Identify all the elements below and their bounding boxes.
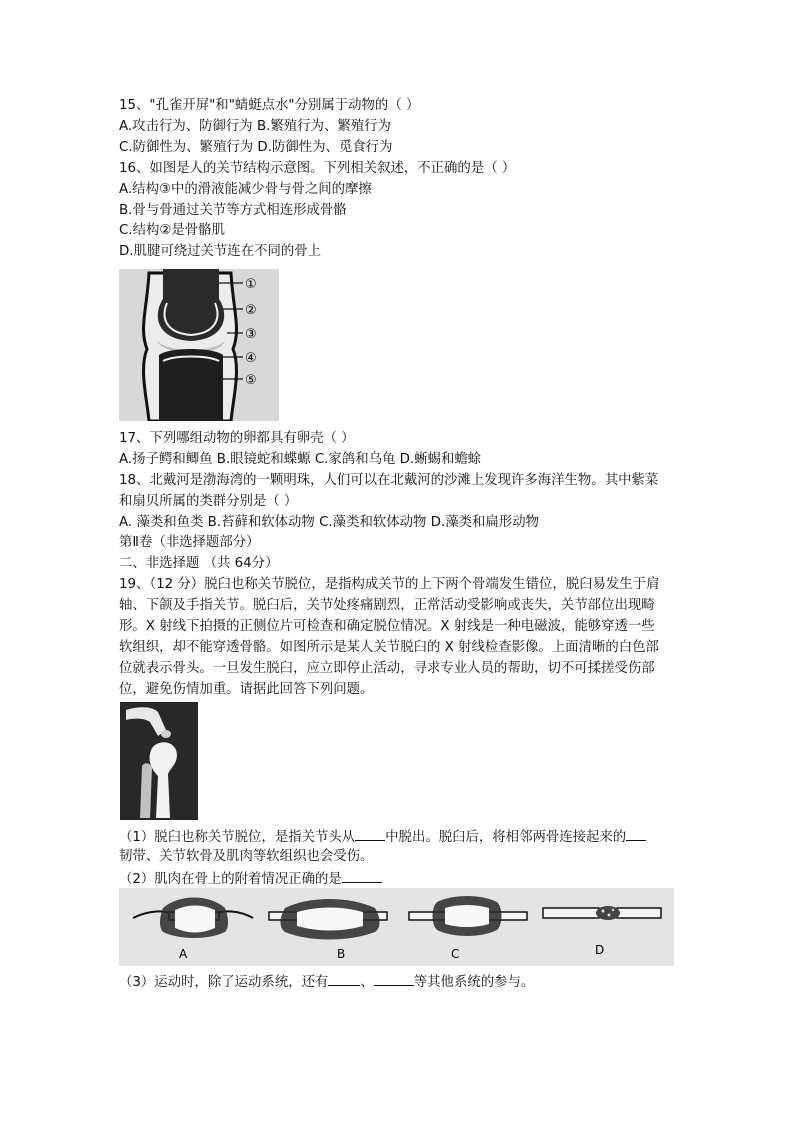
- diagram-label-c: C: [451, 947, 460, 961]
- q15-options-cd: C.防御性为、繁殖行为 D.防御性为、觅食行为: [119, 140, 393, 155]
- q19-sub3-text-b: 等其他系统的参与。: [413, 975, 535, 990]
- q18-stem-line2: 和扇贝所属的类群分别是（ ）: [119, 494, 298, 509]
- joint-label-5: ⑤: [245, 373, 257, 388]
- q19-passage-line2: 轴、下颌及手指关节。脱臼后，关节处疼痛剧烈，正常活动受影响或丧失，关节部位出现畸: [119, 598, 655, 613]
- section-part2-title: 第Ⅱ卷（非选择题部分）: [119, 535, 260, 550]
- q19-sub3-blank2[interactable]: [374, 971, 414, 986]
- q19-passage-line1: 19、（12 分）脱臼也称关节脱位，是指构成关节的上下两个骨端发生错位，脱臼易发生于肩: [119, 577, 660, 592]
- q16-option-b: B.骨与骨通过关节等方式相连形成骨骼: [119, 203, 347, 218]
- q18-stem-line1: 18、北戴河是渤海湾的一颗明珠，人们可以在北戴河的沙滩上发现许多海洋生物。其中紫菜: [119, 473, 659, 488]
- q16-option-c: C.结构②是骨骼肌: [119, 223, 225, 238]
- q15-options-ab: A.攻击行为、防御行为 B.繁殖行为、繁殖行为: [119, 119, 391, 134]
- q17-options: A.扬子鳄和鲫鱼 B.眼镜蛇和蝶螈 C.家鸽和乌龟 D.蜥蜴和蟾蜍: [119, 452, 482, 467]
- q19-sub1-blank1[interactable]: [355, 826, 385, 841]
- q19-sub2-blank[interactable]: [342, 868, 382, 883]
- q19-sub2-text: （2）肌肉在骨上的附着情况正确的是: [119, 872, 342, 887]
- diagram-label-d: D: [595, 943, 605, 957]
- diagram-label-b: B: [337, 947, 346, 961]
- q19-sub3-blank1[interactable]: [328, 971, 360, 986]
- q16-option-a: A.结构③中的滑液能减少骨与骨之间的摩擦: [119, 182, 372, 197]
- joint-structure-figure: [119, 269, 279, 421]
- q19-sub3-line: [119, 971, 534, 993]
- joint-label-2: ②: [245, 303, 257, 318]
- q19-sub3-text-a: （3）运动时，除了运动系统，还有: [119, 975, 329, 990]
- q19-passage-line5: 位就表示骨头。一旦发生脱臼，应立即停止活动，寻求专业人员的帮助，切不可揉搓受伤部: [119, 661, 655, 676]
- q15-stem: 15、"孔雀开屏"和"蜻蜓点水"分别属于动物的（ ）: [119, 98, 420, 113]
- xray-image: [120, 702, 198, 820]
- diagram-label-a: A: [179, 947, 188, 961]
- q19-passage-line4: 软组织，却不能穿透骨骼。如图所示是某人关节脱臼的 X 射线检查影像。上面清晰的白色部: [119, 640, 659, 655]
- q19-sub1-text-b: 中脱出。脱臼后，将相邻两骨连接起来的: [385, 830, 627, 845]
- joint-label-1: ①: [245, 277, 257, 292]
- q19-sub3-separator: 、: [360, 975, 374, 990]
- q19-passage-line6: 位，避免伤情加重。请据此回答下列问题。: [119, 682, 374, 697]
- section-heading: 二、非选择题 （共 64分）: [119, 556, 279, 571]
- q19-sub1-line1: [119, 826, 646, 848]
- q19-sub1-blank2[interactable]: [626, 826, 646, 841]
- q19-passage-line3: 形。X 射线下拍摄的正侧位片可检查和确定脱位情况。X 射线是一种电磁波，能够穿透一些: [119, 619, 655, 634]
- muscle-attachment-diagram: [119, 888, 674, 966]
- q19-sub1-line2: 韧带、关节软骨及肌肉等软组织也会受伤。: [119, 849, 374, 864]
- q16-stem: 16、如图是人的关节结构示意图。下列相关叙述，不正确的是（ ）: [119, 161, 516, 176]
- q17-stem: 17、下列哪组动物的卵都具有卵壳（ ）: [119, 431, 355, 446]
- joint-label-3: ③: [245, 327, 257, 342]
- q18-options: A. 藻类和鱼类 B.苔藓和软体动物 C.藻类和软体动物 D.藻类和扁形动物: [119, 515, 539, 530]
- q16-option-d: D.肌腱可绕过关节连在不同的骨上: [119, 244, 322, 259]
- joint-label-4: ④: [245, 351, 257, 366]
- q19-sub2-line: [119, 868, 382, 890]
- q19-sub1-text-a: （1）脱臼也称关节脱位，是指关节头从: [119, 830, 356, 845]
